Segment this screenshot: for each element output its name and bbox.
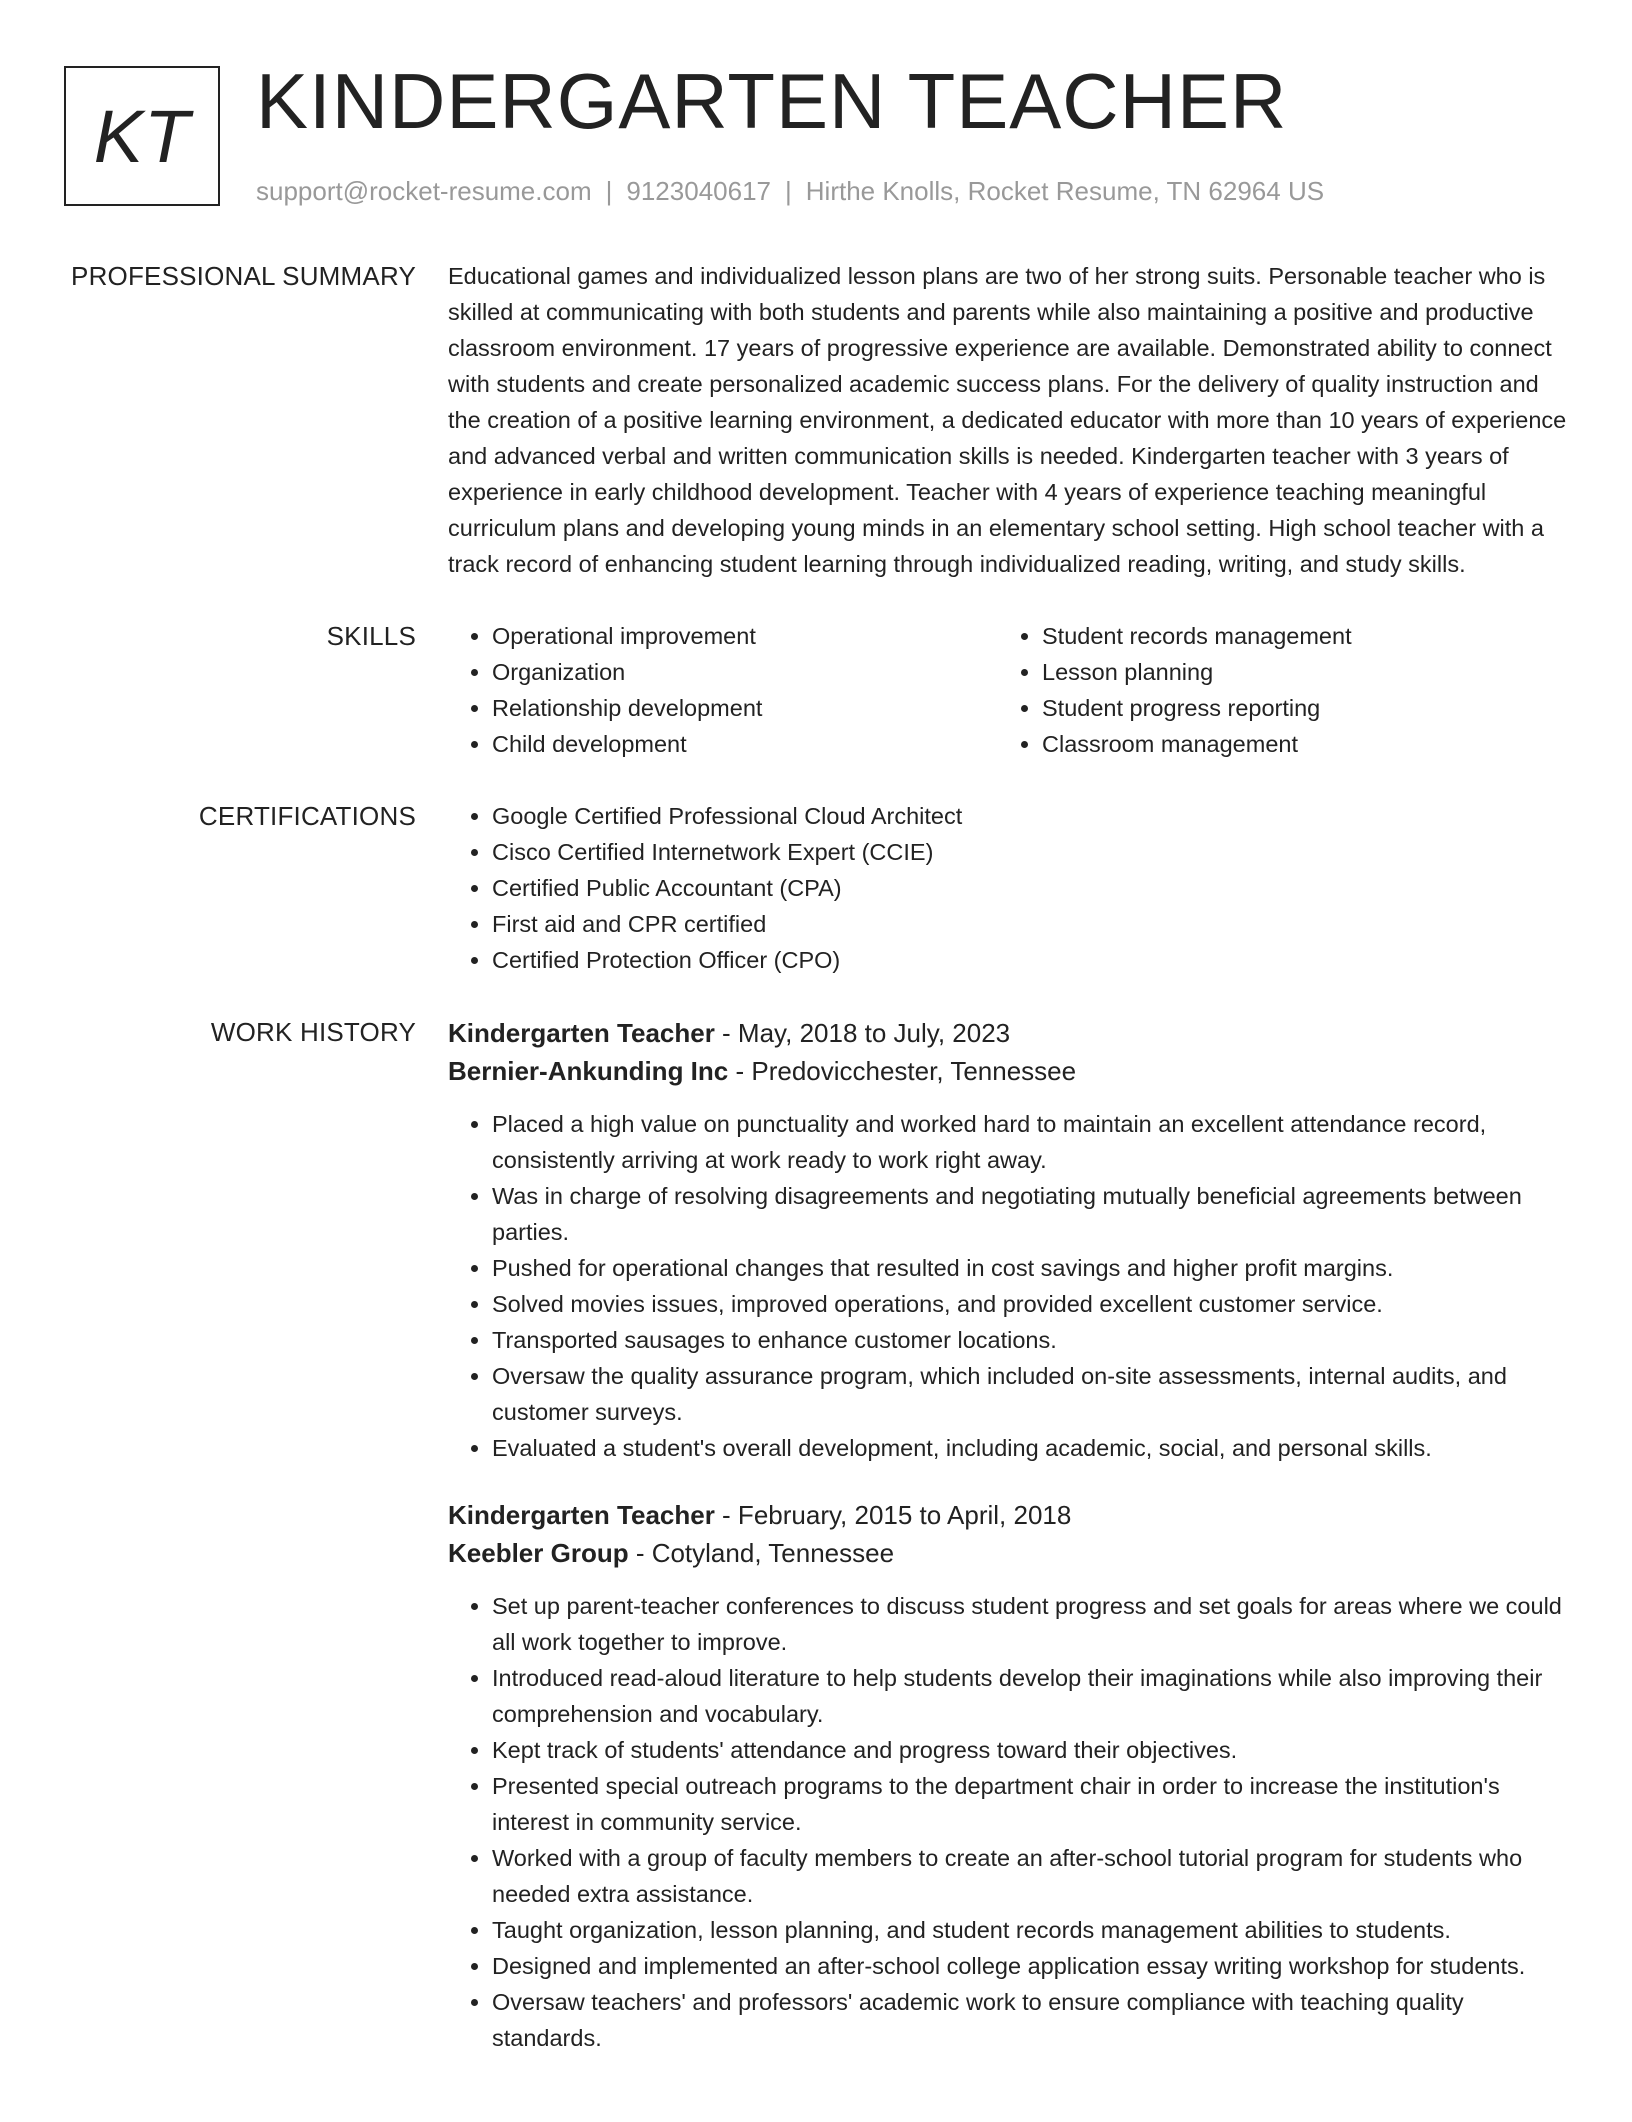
job-title-line	[448, 1014, 1568, 1052]
skill-item: • Child development	[492, 726, 998, 762]
job-bullet: • Kept track of students' attendance and progress toward their objectives.	[492, 1732, 1568, 1768]
skill-item: • Operational improvement	[492, 618, 998, 654]
job-dates: - February, 2015 to April, 2018	[714, 1500, 1072, 1530]
certifications-section	[0, 798, 1632, 978]
resume-title: KINDERGARTEN TEACHER	[256, 57, 1288, 145]
job-bullets	[448, 1106, 1568, 1466]
skill-item: • Student progress reporting	[1042, 690, 1548, 726]
section-label: CERTIFICATIONS	[198, 801, 416, 831]
skill-item: • Lesson planning	[1042, 654, 1548, 690]
job-entry	[448, 1496, 1568, 2056]
job-bullet: • Presented special outreach programs to the department chair in order to increase the institution's interest in community service.	[492, 1768, 1568, 1840]
certification-item: • Certified Protection Officer (CPO)	[492, 942, 1568, 978]
job-bullet: • Was in charge of resolving disagreements and negotiating mutually beneficial agreements between parties.	[492, 1178, 1568, 1250]
skill-item: • Relationship development	[492, 690, 998, 726]
summary-section	[0, 258, 1632, 582]
skills-list-left	[448, 618, 998, 762]
section-label: WORK HISTORY	[210, 1017, 416, 1047]
job-bullet: • Evaluated a student's overall development, including academic, social, and personal skills.	[492, 1430, 1568, 1466]
contact-line	[256, 175, 1324, 207]
job-location: - Cotyland, Tennessee	[628, 1538, 895, 1568]
contact-address: Hirthe Knolls, Rocket Resume, TN 62964 US	[805, 176, 1325, 206]
certification-item: • First aid and CPR certified	[492, 906, 1568, 942]
job-company-line	[448, 1534, 1568, 1572]
job-bullet: • Transported sausages to enhance customer locations.	[492, 1322, 1568, 1358]
job-company: Bernier-Ankunding Inc	[448, 1056, 729, 1086]
job-bullet: • Oversaw the quality assurance program, which included on-site assessments, internal audits, and customer surveys.	[492, 1358, 1568, 1430]
contact-separator: |	[605, 176, 613, 206]
contact-phone: 9123040617	[626, 176, 771, 206]
skill-item: • Organization	[492, 654, 998, 690]
contact-separator: |	[785, 176, 792, 206]
job-bullets	[448, 1588, 1568, 2056]
job-bullet: • Placed a high value on punctuality and worked hard to maintain an excellent attendance record, consistently arriving at work ready to work right away.	[492, 1106, 1568, 1178]
job-company: Keebler Group	[448, 1538, 629, 1568]
job-bullet: • Pushed for operational changes that resulted in cost savings and higher profit margins.	[492, 1250, 1568, 1286]
job-entry	[448, 1014, 1568, 1466]
job-title: Kindergarten Teacher	[448, 1500, 715, 1530]
resume-content	[0, 258, 1632, 2122]
job-bullet: • Set up parent-teacher conferences to discuss student progress and set goals for areas where we could all work together to improve.	[492, 1588, 1568, 1660]
job-title-line	[448, 1496, 1568, 1534]
job-bullet: • Solved movies issues, improved operations, and provided excellent customer service.	[492, 1286, 1568, 1322]
job-dates: - May, 2018 to July, 2023	[714, 1018, 1011, 1048]
certification-item: • Cisco Certified Internetwork Expert (CCIE)	[492, 834, 1568, 870]
job-bullet: • Designed and implemented an after-school college application essay writing workshop for students.	[492, 1948, 1568, 1984]
skills-section	[0, 618, 1632, 762]
job-title: Kindergarten Teacher	[448, 1018, 715, 1048]
section-label: PROFESSIONAL SUMMARY	[71, 261, 416, 291]
job-bullet: • Taught organization, lesson planning, and student records management abilities to students.	[492, 1912, 1568, 1948]
work-history-section	[0, 1014, 1632, 2086]
skill-item: • Student records management	[1042, 618, 1548, 654]
job-bullet: • Oversaw teachers' and professors' academic work to ensure compliance with teaching quality standards.	[492, 1984, 1568, 2056]
skills-list-right	[998, 618, 1548, 762]
section-label: SKILLS	[326, 621, 416, 651]
skill-item: • Classroom management	[1042, 726, 1548, 762]
job-bullet: • Worked with a group of faculty members to create an after-school tutorial program for students who needed extra assistance.	[492, 1840, 1568, 1912]
certification-item: • Certified Public Accountant (CPA)	[492, 870, 1568, 906]
job-company-line	[448, 1052, 1568, 1090]
job-bullet: • Introduced read-aloud literature to help students develop their imaginations while also improving their comprehension and vocabulary.	[492, 1660, 1568, 1732]
contact-email: support@rocket-resume.com	[256, 176, 592, 206]
job-location: - Predovicchester, Tennessee	[728, 1056, 1077, 1086]
certification-item: • Google Certified Professional Cloud Architect	[492, 798, 1568, 834]
certifications-list	[448, 798, 1568, 978]
monogram-logo: KT	[64, 66, 220, 206]
summary-text: Educational games and individualized lesson plans are two of her strong suits. Personable teacher who is skilled at communicating with both students and parents while also maintaining a positive and productive classroom environment. 17 years of progressive experience are available. Demonstrated ability to connect with students and create personalized academic success plans. For the delivery of quality instruction and the creation of a positive learning environment, a dedicated educator with more than 10 years of experience and advanced verbal and written communication skills is needed. Kindergarten teacher with 3 years of experience in early childhood development. Teacher with 4 years of experience teaching meaningful curriculum plans and developing young minds in an elementary school setting. High school teacher with a track record of enhancing student learning through individualized reading, writing, and study skills.	[448, 263, 1567, 577]
